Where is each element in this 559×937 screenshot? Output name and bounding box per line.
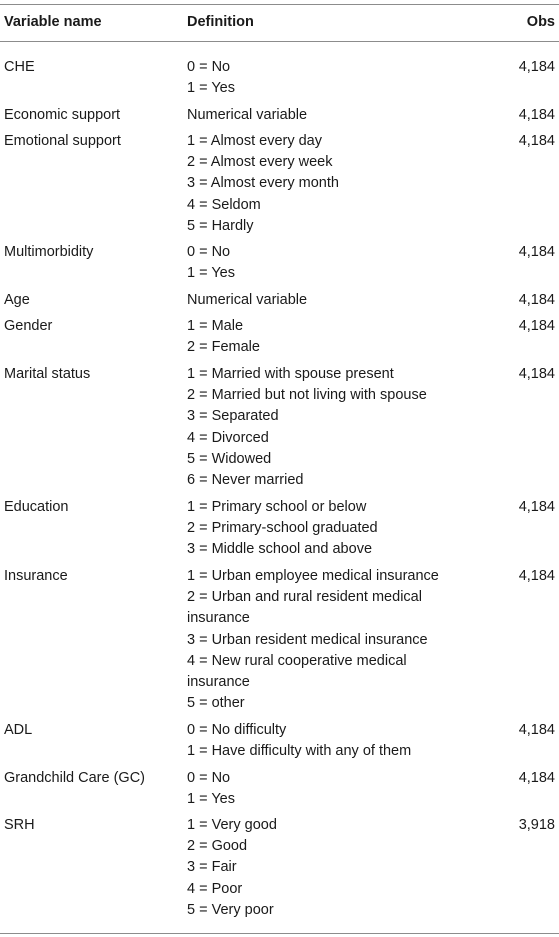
definition-line: 2 = Good [187,838,248,855]
definition-line: 1 = Yes [187,791,235,808]
definition-line: 2 = Almost every week [187,154,333,171]
definition-cell [187,566,497,714]
definition-line: 2 = Urban and rural resident medical [187,589,422,606]
definition-line: 3 = Fair [187,859,237,876]
table-header-rule [0,41,559,42]
definition-line: Numerical variable [187,107,308,123]
variable-name-cell: Insurance [4,568,68,584]
variable-name-cell: CHE [4,59,35,75]
definition-line: 6 = Never married [187,472,304,489]
obs-cell: 4,184 [518,318,555,334]
definition-line: 1 = Yes [187,265,235,282]
definition-line: 0 = No [187,244,231,260]
definition-line: 3 = Urban resident medical insurance [187,631,428,648]
table-top-rule [0,4,559,5]
obs-cell: 4,184 [518,133,555,149]
variable-name-cell: Marital status [4,366,91,382]
definition-cell [187,290,497,311]
table-bottom-rule [0,933,559,934]
variable-name-cell: Economic support [4,107,121,123]
obs-cell: 4,184 [518,107,555,123]
definition-cell [187,316,497,358]
definition-line: 1 = Very good [187,817,277,833]
definition-line: 4 = Poor [187,880,243,897]
definition-line: 4 = Divorced [187,429,269,446]
definition-line: 3 = Separated [187,408,279,425]
definition-line: 2 = Primary-school graduated [187,520,378,537]
definition-line: 2 = Female [187,339,260,356]
definition-line: 3 = Almost every month [187,175,339,192]
definition-cell [187,57,497,99]
variable-name-cell: Emotional support [4,133,121,149]
definition-cell [187,364,497,491]
variable-name-cell: Gender [4,318,53,334]
definition-cell [187,720,497,762]
definition-line: insurance [187,674,250,691]
obs-cell: 4,184 [518,59,555,75]
variable-name-cell: Multimorbidity [4,244,94,260]
obs-cell: 3,918 [518,817,555,833]
definition-line: 1 = Urban employee medical insurance [187,568,439,584]
definition-line: 1 = Male [187,318,244,334]
definition-cell [187,768,497,810]
definition-line: 0 = No difficulty [187,722,287,738]
variable-name-cell: SRH [4,817,35,833]
definition-line: 3 = Middle school and above [187,541,373,558]
definition-line: 1 = Almost every day [187,133,322,149]
obs-cell: 4,184 [518,770,555,786]
definition-cell [187,497,497,561]
definition-cell [187,815,497,921]
obs-cell: 4,184 [518,366,555,382]
definition-line: 0 = No [187,59,231,75]
definition-line: 5 = other [187,695,245,712]
obs-cell: 4,184 [518,568,555,584]
definition-line: 4 = Seldom [187,196,261,213]
header-definition: Definition [187,14,254,30]
definition-line: 1 = Primary school or below [187,499,367,515]
variable-name-cell: Age [4,292,30,308]
variable-name-cell: ADL [4,722,33,738]
header-obs: Obs [526,14,555,30]
definition-cell [187,131,497,237]
definition-line: 1 = Married with spouse present [187,366,394,382]
definition-line: insurance [187,610,250,627]
variable-name-cell: Education [4,499,69,515]
obs-cell: 4,184 [518,292,555,308]
definition-line: 0 = No [187,770,231,786]
variable-name-cell: Grandchild Care (GC) [4,770,146,786]
definition-cell [187,105,497,126]
definition-cell [187,242,497,284]
definition-line: 1 = Have difficulty with any of them [187,743,412,760]
header-variable-name: Variable name [4,14,102,30]
definition-line: Numerical variable [187,292,308,308]
definition-line: 2 = Married but not living with spouse [187,387,427,404]
definition-line: 1 = Yes [187,80,235,97]
definition-line: 5 = Hardly [187,217,254,234]
definition-line: 4 = New rural cooperative medical [187,652,407,669]
obs-cell: 4,184 [518,244,555,260]
definition-line: 5 = Widowed [187,450,272,467]
obs-cell: 4,184 [518,722,555,738]
definition-line: 5 = Very poor [187,901,274,918]
obs-cell: 4,184 [518,499,555,515]
